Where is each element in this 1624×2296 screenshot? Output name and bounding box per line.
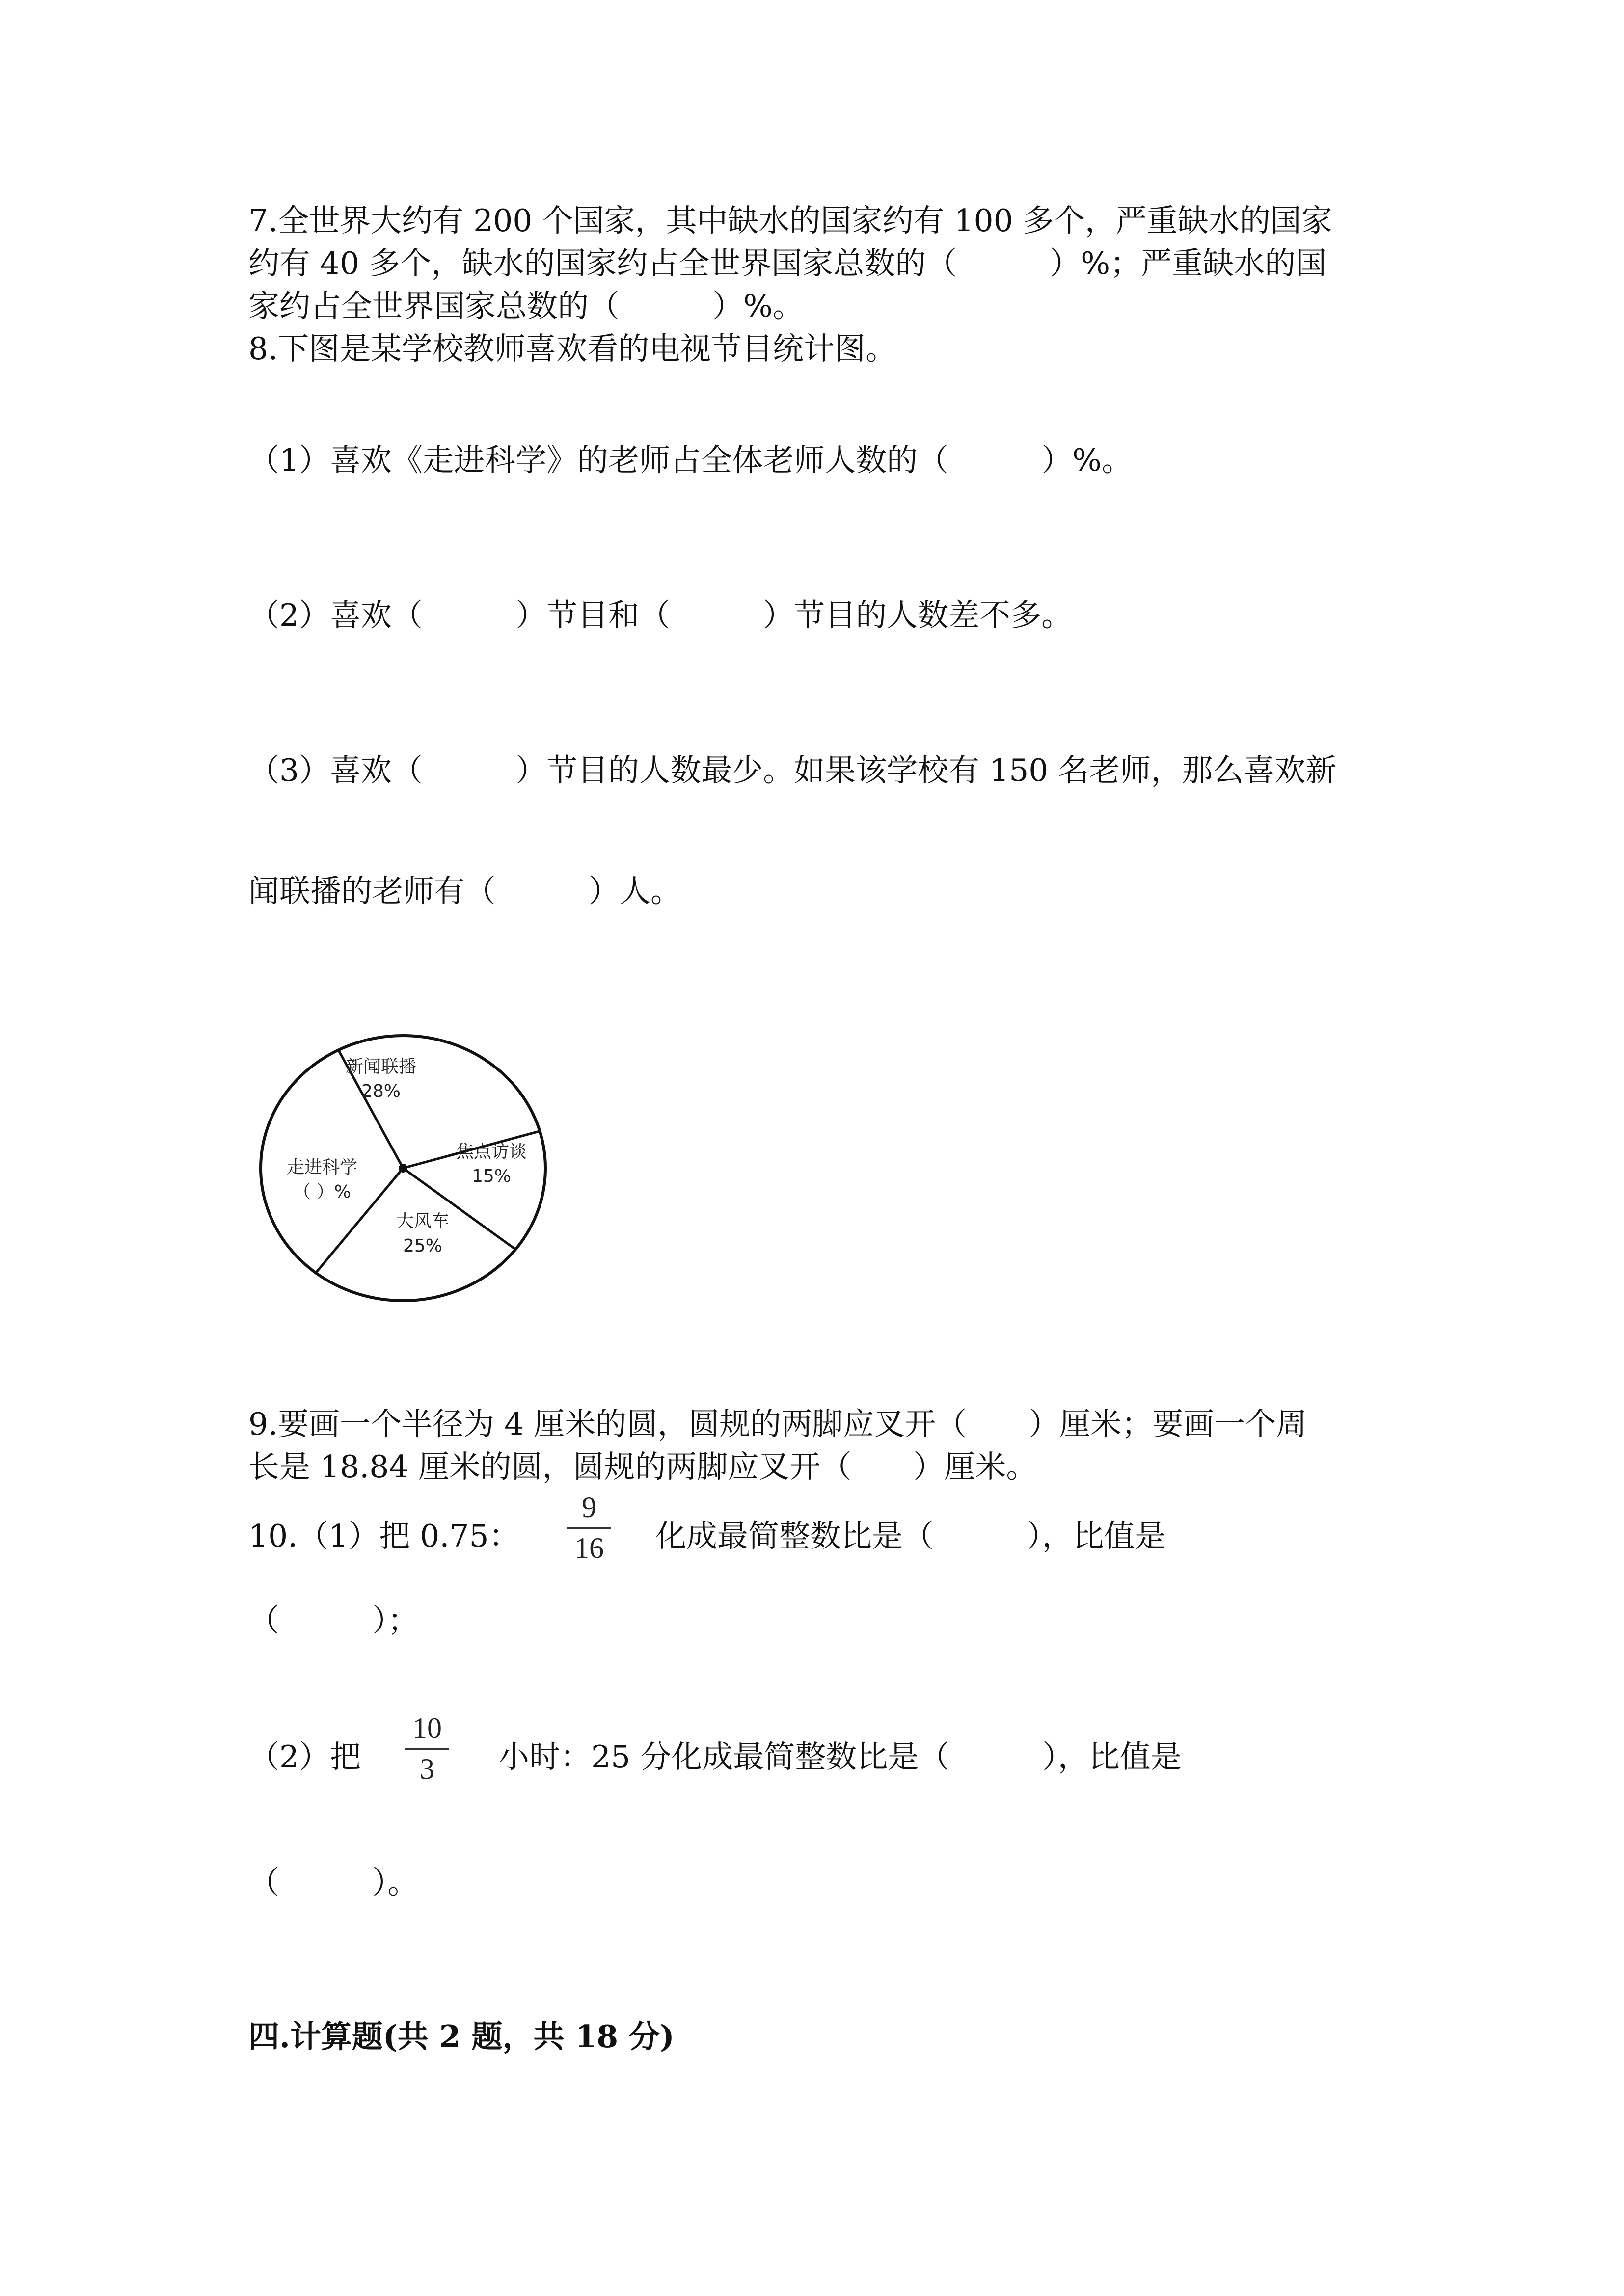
q10-part2-prefix: （2）把: [248, 1739, 361, 1775]
q7-line-2: 约有 40 多个，缺水的国家约占全世界国家总数的（ ）%；严重缺水的国: [248, 245, 1327, 281]
fraction-9-16: [567, 1492, 611, 1564]
q8-sub1: （1）喜欢《走进科学》的老师占全体老师人数的（ ）%。: [248, 442, 1133, 478]
slice-value-windmill: 25%: [403, 1236, 443, 1256]
slice-label-windmill: 大风车: [396, 1211, 450, 1231]
pie-center: [399, 1164, 407, 1173]
section-4-heading: 四.计算题(共 2 题，共 18 分): [248, 2018, 675, 2055]
q7-line-1: 7.全世界大约有 200 个国家，其中缺水的国家约有 100 多个，严重缺水的国家: [248, 203, 1332, 239]
q8-sub3-line-2: 闻联播的老师有（ ）人。: [248, 873, 681, 909]
fraction-numerator: 10: [412, 1712, 442, 1744]
fraction-numerator: 9: [582, 1491, 596, 1523]
tv-program-pie-chart: [248, 1026, 563, 1320]
q10-part1-prefix: 10.（1）把 0.75：: [248, 1518, 520, 1554]
slice-value-science: （ ）%: [293, 1182, 351, 1202]
q10-part1-answer: （ ）；: [248, 1602, 419, 1638]
fraction-bar: [567, 1527, 611, 1529]
q10-part1-suffix: 化成最简整数比是（ ），比值是: [655, 1518, 1166, 1554]
q10-part2-suffix: 小时：25 分化成最简整数比是（ ），比值是: [498, 1739, 1182, 1775]
slice-value-focus: 15%: [471, 1166, 512, 1186]
slice-label-news: 新闻联播: [345, 1057, 417, 1077]
q8-intro: 8.下图是某学校教师喜欢看的电视节目统计图。: [248, 331, 897, 367]
fraction-bar: [405, 1748, 449, 1750]
fraction-10-3: [405, 1713, 449, 1785]
fraction-denominator: 3: [420, 1753, 434, 1785]
q8-sub2: （2）喜欢（ ）节目和（ ）节目的人数差不多。: [248, 597, 1073, 633]
slice-label-focus: 焦点访谈: [456, 1142, 527, 1162]
q9-line-1: 9.要画一个半径为 4 厘米的圆，圆规的两脚应叉开（ ）厘米；要画一个周: [248, 1406, 1307, 1442]
slice-label-science: 走进科学: [286, 1157, 358, 1177]
slice-value-news: 28%: [361, 1081, 401, 1101]
fraction-denominator: 16: [574, 1532, 604, 1564]
q7-line-3: 家约占全世界国家总数的（ ）%。: [248, 288, 804, 324]
q10-part2-answer: （ ）。: [248, 1865, 419, 1900]
q8-sub3-line-1: （3）喜欢（ ）节目的人数最少。如果该学校有 150 名老师，那么喜欢新: [248, 752, 1337, 788]
q9-line-2: 长是 18.84 厘米的圆，圆规的两脚应叉开（ ）厘米。: [248, 1449, 1037, 1485]
